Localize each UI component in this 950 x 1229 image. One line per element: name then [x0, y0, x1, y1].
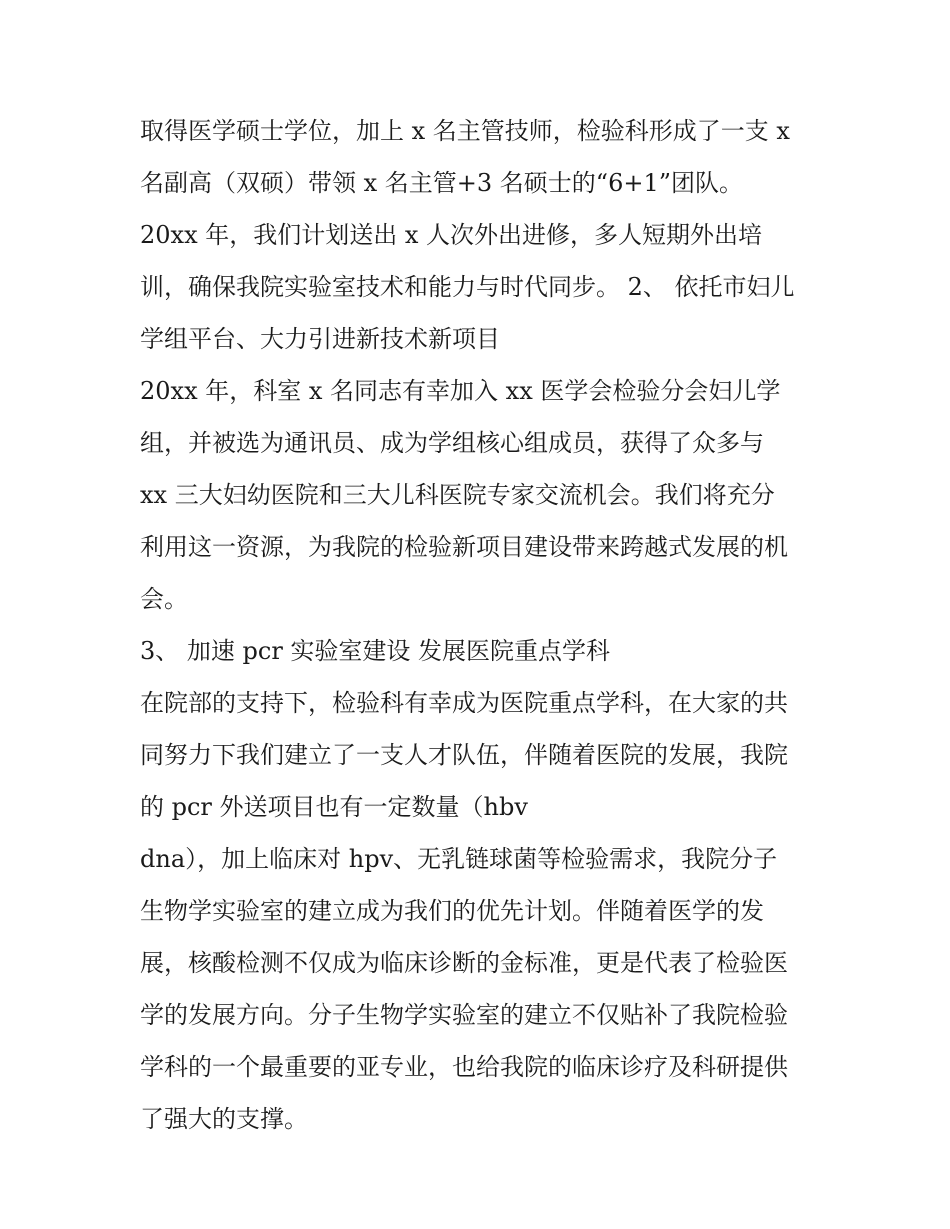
text-line: 20xx 年，科室 x 名同志有幸加入 xx 医学会检验分会妇儿学	[140, 377, 781, 405]
text-line: dna），加上临床对 hpv、无乳链球菌等检验需求，我院分子	[140, 845, 778, 873]
text-line: 在院部的支持下，检验科有幸成为医院重点学科，在大家的共	[140, 689, 788, 717]
text-line: 展，核酸检测不仅成为临床诊断的金标准，更是代表了检验医	[140, 949, 788, 977]
text-line: 组，并被选为通讯员、成为学组核心组成员，获得了众多与	[140, 429, 764, 457]
text-line: 的 pcr 外送项目也有一定数量（hbv	[140, 793, 528, 821]
section-heading: 3、 加速 pcr 实验室建设 发展医院重点学科	[140, 637, 611, 665]
text-line: 了强大的支撑。	[140, 1105, 308, 1133]
text-line: 名副高（双硕）带领 x 名主管+3 名硕士的“6+1”团队。	[140, 169, 743, 197]
text-line: 会。	[140, 585, 188, 613]
text-line: 取得医学硕士学位，加上 x 名主管技师，检验科形成了一支 x	[140, 117, 790, 145]
text-line: 20xx 年，我们计划送出 x 人次外出进修，多人短期外出培	[140, 221, 763, 249]
text-line: 生物学实验室的建立成为我们的优先计划。伴随着医学的发	[140, 897, 764, 925]
section-heading: 学组平台、大力引进新技术新项目	[140, 325, 500, 353]
text-line: 训，确保我院实验室技术和能力与时代同步。 2、 依托市妇儿	[140, 273, 795, 301]
text-line: 同努力下我们建立了一支人才队伍，伴随着医院的发展，我院	[140, 741, 788, 769]
text-line: 学科的一个最重要的亚专业，也给我院的临床诊疗及科研提供	[140, 1053, 788, 1081]
text-line: 利用这一资源，为我院的检验新项目建设带来跨越式发展的机	[140, 533, 788, 561]
text-line: xx 三大妇幼医院和三大儿科医院专家交流机会。我们将充分	[140, 481, 775, 509]
body-text	[140, 105, 830, 1145]
text-line: 学的发展方向。分子生物学实验室的建立不仅贴补了我院检验	[140, 1001, 788, 1029]
